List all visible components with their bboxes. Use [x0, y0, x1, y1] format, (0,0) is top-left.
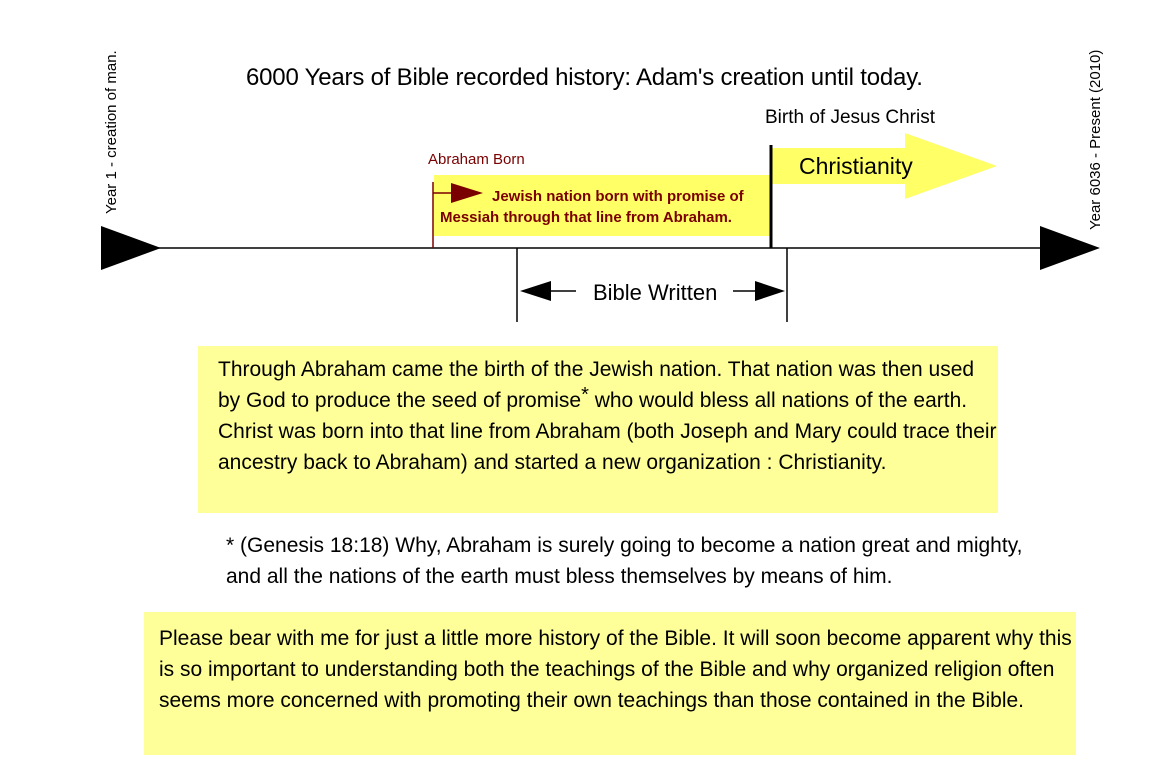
jewish-nation-text-line2: Messiah through that line from Abraham. — [440, 209, 732, 226]
christianity-label: Christianity — [799, 153, 913, 179]
bible-span-right-arrowhead — [755, 281, 785, 301]
timeline-end-arrowhead — [1040, 226, 1100, 270]
page-title: 6000 Years of Bible recorded history: Adam's creation until today. — [246, 64, 923, 91]
footnote-asterisk: * — [581, 384, 589, 406]
timeline-end-label: Year 6036 - Present (2010) — [1087, 49, 1104, 230]
bible-written-label: Bible Written — [593, 280, 718, 305]
birth-of-jesus-label: Birth of Jesus Christ — [765, 107, 935, 128]
abraham-explanation-box — [198, 346, 998, 513]
explanation-text-after: who would bless all nations of the earth. Christ was born into that line from Abraham (both Joseph and Mary could trace their ancestry back to Abraham) and started a new organization : Christianity. — [218, 389, 997, 474]
jewish-nation-text — [440, 186, 744, 228]
history-note-box — [144, 612, 1076, 755]
abraham-born-label: Abraham Born — [428, 151, 525, 168]
abraham-explanation-text — [218, 354, 998, 478]
timeline-start-arrowhead — [101, 226, 161, 270]
history-note-text: Please bear with me for just a little more history of the Bible. It will soon become apparent why this is so important to understanding both the teachings of the Bible and why organized religion often seems more concerned with promoting their own teachings than those contained in the Bible. — [159, 627, 1072, 712]
bible-span-left-arrowhead — [520, 281, 551, 301]
jewish-nation-text-line1: Jewish nation born with promise of — [492, 188, 744, 205]
explanation-text-before: Through Abraham came the birth of the Jewish nation. That nation was then used by God to produce the seed of promise — [218, 358, 975, 412]
timeline-start-label: Year 1 - creation of man. — [103, 50, 120, 214]
genesis-footnote: * (Genesis 18:18) Why, Abraham is surely going to become a nation great and mighty, and all the nations of the earth must bless themselves by means of him. — [226, 534, 1023, 588]
